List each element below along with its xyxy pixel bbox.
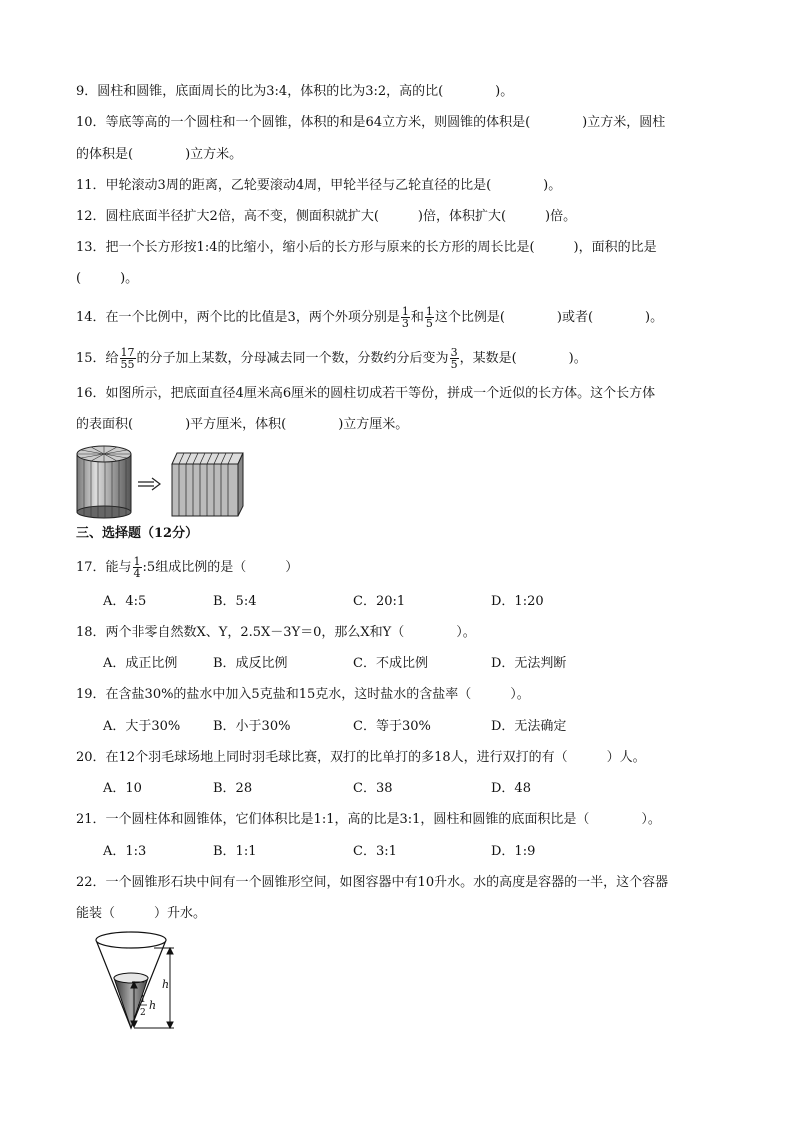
question-13-line1: 13．把一个长方形按1:4的比缩小，缩小后的长方形与原来的长方形的周长比是( )，面积的比是 [76,240,657,255]
cone-container-figure [94,930,184,1030]
question-22-line1: 22．一个圆锥形石块中间有一个圆锥形空间，如图容器中有10升水。水的高度是容器的一半，这个容器 [76,875,669,890]
q20-option-a[interactable]: A．10 [103,781,142,796]
q14-text-pre: 14．在一个比例中，两个比的比值是3，两个外项分别是 [76,310,400,325]
arrow-right-icon [138,478,160,490]
cuboid-icon [172,453,243,516]
question-20: 20．在12个羽毛球场地上同时羽毛球比赛，双打的比单打的多18人，进行双打的有（ ）人。 [76,750,646,765]
question-12: 12．圆柱底面半径扩大2倍，高不变，侧面积就扩大( )倍，体积扩大( )倍。 [76,209,577,224]
question-11: 11．甲轮滚动3周的距离，乙轮要滚动4周，甲轮半径与乙轮直径的比是( )。 [76,178,562,193]
q17-option-d[interactable]: D．1:20 [491,594,544,609]
q17-option-b[interactable]: B．5:4 [213,594,257,609]
question-18: 18．两个非零自然数X、Y，2.5X－3Y＝0，那么X和Y（ ）。 [76,625,476,640]
question-15 [76,347,587,370]
label-half-den: 2 [140,1008,146,1018]
q20-option-b[interactable]: B．28 [213,781,253,796]
label-h: h [162,978,170,991]
q17-fraction: $\frac{1}{4}$ [133,555,141,580]
label-half-h: h [149,999,157,1012]
q15-fraction-1: $\frac{17}{55}$ [120,346,135,371]
q21-option-a[interactable]: A．1:3 [103,844,147,859]
q20-option-c[interactable]: C．38 [353,781,393,796]
q15-text-mid: 的分子加上某数，分母减去同一个数，分数约分后变为 [136,351,449,366]
question-22-line2: 能装（ ）升水。 [76,906,207,921]
q18-option-b[interactable]: B．成反比例 [213,656,288,671]
q18-option-a[interactable]: A．成正比例 [103,656,178,671]
q18-option-d[interactable]: D．无法判断 [491,656,567,671]
q19-option-a[interactable]: A．大于30% [103,719,181,734]
cylinder-icon [77,446,131,518]
q14-fraction-1: $\frac{1}{3}$ [401,305,409,330]
q21-option-c[interactable]: C．3:1 [353,844,397,859]
question-13-line2: ( )。 [76,271,139,286]
q17-text-pre: 17．能与 [76,560,132,575]
q14-text-mid: 和 [410,310,424,325]
question-21: 21．一个圆柱体和圆锥体，它们体积比是1:1，高的比是3:1，圆柱和圆锥的底面积比是（ ）。 [76,812,661,827]
question-17 [76,556,298,579]
question-16-line1: 16．如图所示，把底面直径4厘米高6厘米的圆柱切成若干等份，拼成一个近似的长方体。这个长方体 [76,386,656,401]
q21-option-d[interactable]: D．1:9 [491,844,536,859]
q19-option-d[interactable]: D．无法确定 [491,719,567,734]
q15-fraction-2: $\frac{3}{5}$ [450,346,458,371]
q17-text-post: :5组成比例的是（ ） [142,560,299,575]
q20-option-d[interactable]: D．48 [491,781,531,796]
q14-text-post: 这个比例是( )或者( )。 [434,310,664,325]
question-16-line2: 的表面积( )平方厘米，体积( )立方厘米。 [76,417,409,432]
question-10-line2: 的体积是( )立方米。 [76,147,243,162]
q15-text-post: ，某数是( )。 [459,351,587,366]
cone-icon [96,932,166,1028]
label-half-num: 1 [140,995,146,1005]
question-14 [76,306,663,329]
q17-option-c[interactable]: C．20:1 [353,594,406,609]
q19-option-c[interactable]: C．等于30% [353,719,431,734]
q18-option-c[interactable]: C．不成比例 [353,656,428,671]
question-19: 19．在含盐30%的盐水中加入5克盐和15克水，这时盐水的含盐率（ ）。 [76,687,530,702]
q14-fraction-2: $\frac{1}{5}$ [425,305,433,330]
q17-option-a[interactable]: A．4:5 [103,594,147,609]
q15-text-pre: 15．给 [76,351,119,366]
q21-option-b[interactable]: B．1:1 [213,844,257,859]
section-3-title: 三、选择题（12分） [76,526,199,541]
q19-option-b[interactable]: B．小于30% [213,719,291,734]
question-10-line1: 10．等底等高的一个圆柱和一个圆锥，体积的和是64立方米，则圆锥的体积是( )立方米，圆柱 [76,115,666,130]
cylinder-to-cuboid-figure [76,442,246,520]
question-9: 9．圆柱和圆锥，底面周长的比为3:4，体积的比为3:2，高的比( )。 [76,84,514,99]
